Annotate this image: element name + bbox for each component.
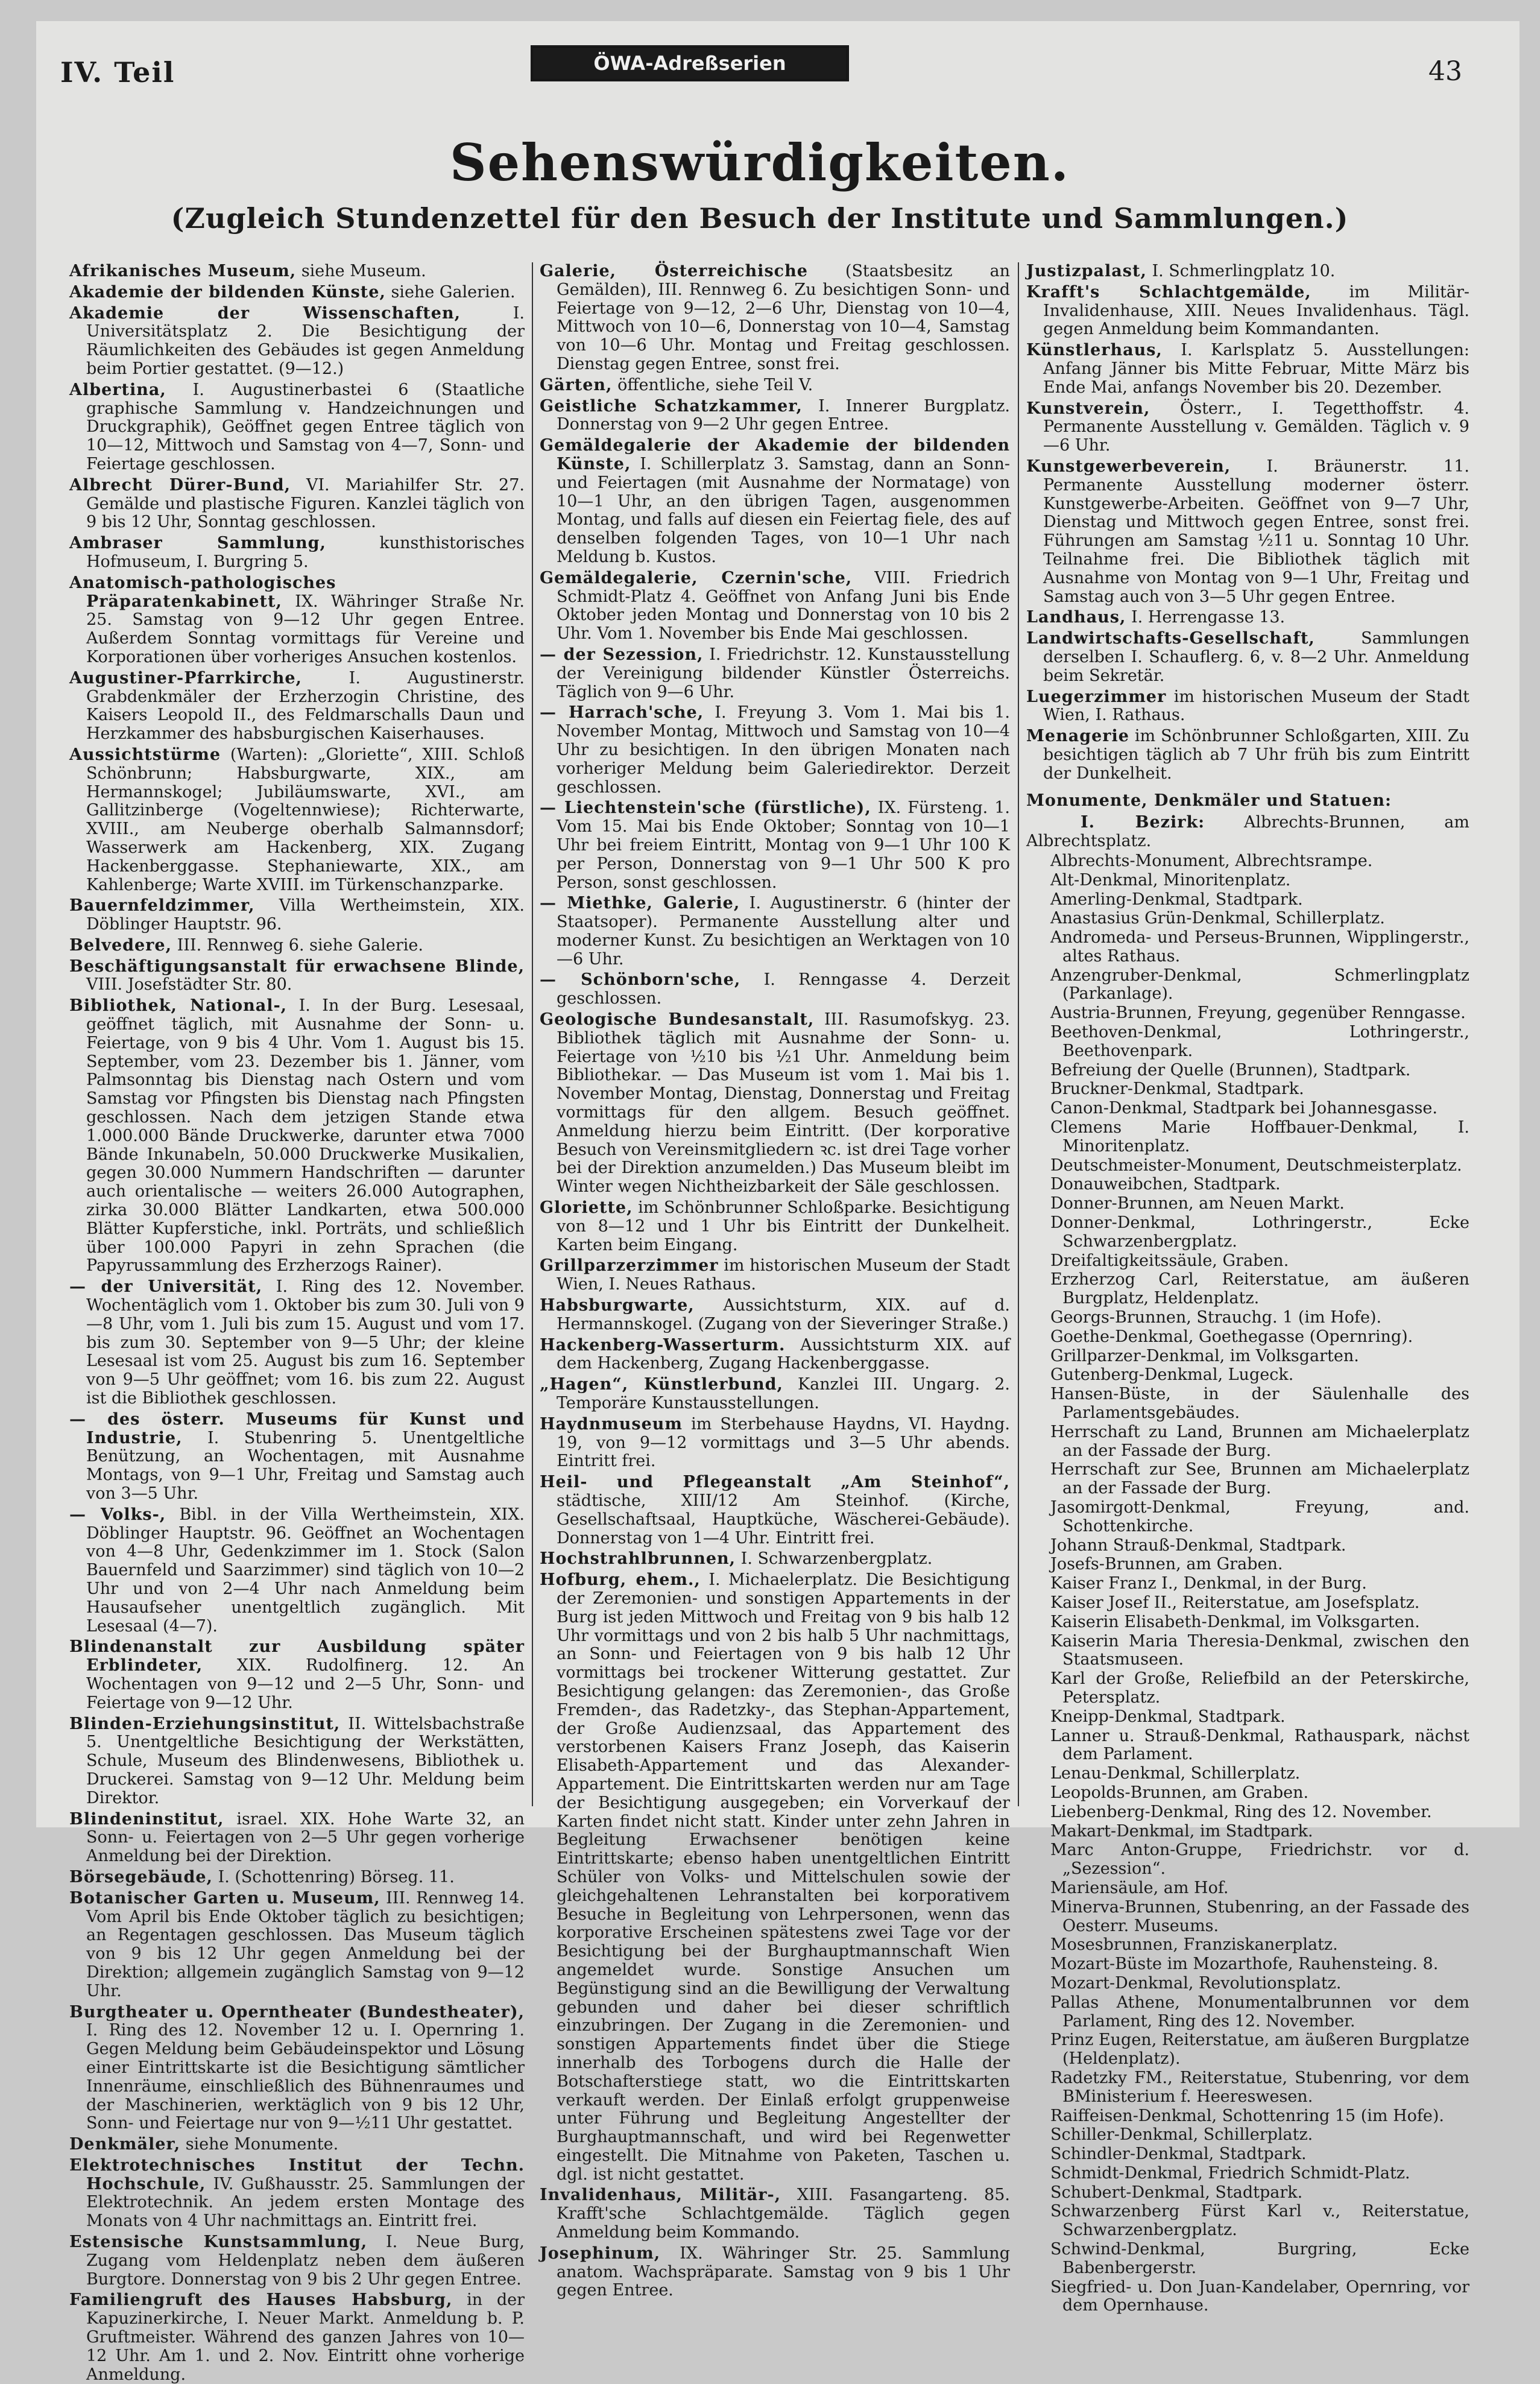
entry-heading: Beschäftigungsanstalt für erwachsene Blinde, (69, 956, 525, 976)
entry-heading: Habsburgwarte, (540, 1296, 695, 1315)
entry-heading: Kunstverein, (1026, 399, 1150, 418)
monument-item: Johann Strauß-Denkmal, Stadtpark. (1050, 1535, 1346, 1555)
monument-item: Dreifaltigkeitssäule, Graben. (1050, 1251, 1289, 1270)
page-number: 43 (1428, 56, 1462, 87)
directory-entry (540, 1376, 1010, 1413)
entry-heading: Landhaus, (1026, 608, 1126, 627)
monument-item: Schwind-Denkmal, Burgring, Ecke Babenbergerstr. (1050, 2240, 1469, 2277)
directory-entry (540, 799, 1010, 892)
entry-text: I. Karlsplatz 5. Ausstellungen: Anfang Jänner bis Mitte Februar, Mitte März bis Ende Mai, anfangs November bis 20. Dezember. (1043, 341, 1469, 397)
monument-item: Gutenberg-Denkmal, Lugeck. (1050, 1365, 1294, 1385)
entry-text: I. Ring des 12. November 12 u. I. Opernring 1. Gegen Meldung beim Gebäudeinspektor und Lösung einer Eintrittskarte ist die Besichtigung sämtlicher Innenräume, einschließlich des Bühnenraumes und der Maschinerien, werktäglich von 9 bis 12 Uhr, Sonn- und Feiertage nur von 9—½11 Uhr gestattet. (86, 2021, 525, 2133)
monument-item: Canon-Denkmal, Stadtpark bei Johannesgasse. (1050, 1099, 1437, 1118)
entry-text: Villa Wertheimstein, XIX. Döblinger Hauptstr. 96. (86, 896, 525, 934)
entry-heading: Krafft's Schlachtgemälde, (1026, 282, 1311, 302)
entry-heading: Geologische Bundesanstalt, (540, 1010, 815, 1029)
column-2 (540, 262, 1010, 2300)
monument-item: Kaiser Franz I., Denkmal, in der Burg. (1050, 1574, 1367, 1593)
entry-heading: — der Sezession, (540, 645, 704, 664)
monument-item: Mozart-Denkmal, Revolutionsplatz. (1050, 1973, 1342, 1993)
entry-text: im Sterbehause Haydns, VI. Haydng. 19, von 9—12 vormittags und 3—5 Uhr abends. Eintritt frei. (557, 1414, 1010, 1471)
bezirk-line (1026, 814, 1469, 851)
entry-heading: Künstlerhaus, (1026, 341, 1163, 360)
entry-heading: Börsegebäude, (69, 1867, 213, 1886)
entry-heading: Geistliche Schatzkammer, (540, 396, 803, 416)
directory-entry (1026, 727, 1469, 783)
section-label: IV. Teil (60, 56, 175, 89)
entry-text: städtische, XIII/12 Am Steinhof. (Kirche, Gesellschaftsaal, Hauptküche, Wäscherei-Gebäude). Donnerstag von 1—4 Uhr. Eintritt frei. (557, 1491, 1010, 1548)
entry-text: IX. Währinger Straße Nr. 25. Samstag von 9—12 Uhr gegen Entree. Außerdem Sonntag vormittags für Vereine und Korporationen über vorheriges Ansuchen kostenlos. (86, 592, 525, 666)
bezirk-first-item: Albrechts-Brunnen, am Albrechtsplatz. (1026, 813, 1469, 851)
entry-heading: Belvedere, (69, 935, 172, 955)
entry-text: kunsthistorisches Hofmuseum, I. Burgring 5. (86, 534, 525, 571)
entry-text: Kanzlei III. Ungarg. 2. Temporäre Kunstausstellungen. (557, 1375, 1010, 1413)
entry-heading: Blindenanstalt zur Ausbildung später Erblindeter, (69, 1637, 525, 1675)
directory-entry (540, 971, 1010, 1008)
entry-text: I. Schwarzenbergplatz. (740, 1549, 933, 1569)
entry-text: I. Schmerlingplatz 10. (1152, 262, 1336, 280)
monument-item: Donner-Denkmal, Lothringerstr., Ecke Schwarzenbergplatz. (1050, 1213, 1469, 1251)
monument-item: Raiffeisen-Denkmal, Schottenring 15 (im Hofe). (1050, 2106, 1445, 2125)
directory-entry (69, 746, 525, 894)
entry-heading: Grillparzerzimmer (540, 1256, 719, 1276)
entry-text: VI. Mariahilfer Str. 27. Gemälde und plastische Figuren. Kanzlei täglich von 9 bis 12 Uhr, Sonntag geschlossen. (86, 475, 525, 532)
directory-entry (540, 894, 1010, 969)
monument-item: Beethoven-Denkmal, Lothringerstr., Beethovenpark. (1050, 1023, 1469, 1060)
entry-heading: — Liechtenstein'sche (fürstliche), (540, 798, 871, 818)
entry-text: siehe Galerien. (391, 282, 516, 302)
monument-item: Schiller-Denkmal, Schillerplatz. (1050, 2125, 1313, 2145)
entry-heading: Josephinum, (540, 2243, 661, 2263)
entry-heading: Albertina, (69, 380, 166, 399)
entry-heading: Akademie der Wissenschaften, (69, 303, 461, 323)
monument-item: Bruckner-Denkmal, Stadtpark. (1050, 1080, 1304, 1099)
column-divider (532, 262, 533, 1806)
entry-text: im historischen Museum der Stadt Wien, I. Neues Rathaus. (557, 1256, 1010, 1294)
directory-entry (540, 569, 1010, 643)
entry-text: öffentliche, siehe Teil V. (617, 375, 813, 394)
directory-entry (69, 1638, 525, 1712)
entry-heading: Akademie der bildenden Künste, (69, 282, 386, 302)
directory-entry (69, 2157, 525, 2231)
entry-heading: Justizpalast, (1026, 262, 1147, 280)
entry-text: in der Kapuzinerkirche, I. Neuer Markt. Anmeldung b. P. Gruftmeister. Während des ganzen Jahres von 10—12 Uhr. Am 1. und 2. Nov. Eintritt ohne vorherige Anmeldung. (86, 2291, 525, 2384)
directory-entry (69, 283, 525, 302)
directory-entry (69, 1411, 525, 1503)
entry-heading: Blindeninstitut, (69, 1809, 224, 1829)
monument-item: Mariensäule, am Hof. (1050, 1878, 1229, 1897)
entry-text: (Staatsbesitz an Gemälden), III. Rennweg 6. Zu besichtigen Sonn- und Feiertage von 9—12, 2—6 Uhr, Dienstag von 10—4, Mittwoch von 10—6, Donnerstag von 10—4, Samstag von 10—6 Uhr. Montag und Freitag geschlossen. Dienstag gegen Entree, sonst frei. (557, 262, 1010, 373)
monument-item: Clemens Marie Hoffbauer-Denkmal, I. Minoritenplatz. (1050, 1118, 1469, 1156)
entry-heading: Augustiner-Pfarrkirche, (69, 668, 302, 688)
entry-heading: Hochstrahlbrunnen, (540, 1549, 736, 1569)
directory-entry (540, 1473, 1010, 1548)
monument-item: Anzengruber-Denkmal, Schmerlingplatz (Parkanlage). (1050, 966, 1469, 1004)
page-title: Sehenswürdigkeiten. (449, 133, 1070, 192)
entry-text: II. Wittelsbachstraße 5. Unentgeltliche Besichtigung der Werkstätten, Schule, Museum des Blindenwesens, Bibliothek u. Druckerei. Samstag von 9—12 Uhr. Meldung beim Direktor. (86, 1714, 525, 1807)
entry-heading: Blinden-Erziehungsinstitut, (69, 1714, 341, 1733)
entry-heading: Haydnmuseum (540, 1414, 683, 1434)
monumente-heading: Monumente, Denkmäler und Statuen: (1026, 791, 1392, 810)
directory-entry (1026, 341, 1469, 397)
directory-entry (1026, 262, 1469, 281)
column-3 (1026, 262, 1469, 2315)
monument-item: Schmidt-Denkmal, Friedrich Schmidt-Platz. (1050, 2163, 1410, 2183)
directory-entry (69, 534, 525, 572)
entry-heading: Heil- und Pflegeanstalt „Am Steinhof“, (540, 1473, 1010, 1492)
entry-heading: Elektrotechnisches Institut der Techn. Hochschule, (69, 2155, 525, 2193)
entry-heading: Gemäldegalerie, Czernin'sche, (540, 568, 853, 587)
directory-entry (540, 2245, 1010, 2300)
monument-item: Alt-Denkmal, Minoritenplatz. (1050, 870, 1291, 890)
entry-heading: — Harrach'sche, (540, 703, 704, 722)
monument-item: Leopolds-Brunnen, am Graben. (1050, 1783, 1309, 1802)
page-subtitle: (Zugleich Stundenzettel für den Besuch der Institute und Sammlungen.) (171, 202, 1349, 235)
monument-item: Goethe-Denkmal, Goethegasse (Opernring). (1050, 1327, 1413, 1346)
monument-item: Erzherzog Carl, Reiterstatue, am äußeren Burgplatz, Heldenplatz. (1050, 1270, 1469, 1308)
entry-text: I. Neue Burg, Zugang vom Heldenplatz neben dem äußeren Burgtore. Donnerstag von 9 bis 2 Uhr gegen Entree. (86, 2233, 525, 2289)
monument-item: Anastasius Grün-Denkmal, Schillerplatz. (1050, 909, 1385, 928)
directory-entry (540, 397, 1010, 435)
bezirk-label: I. Bezirk: (1081, 813, 1205, 832)
directory-entry (1026, 458, 1469, 606)
entry-heading: Hackenberg-Wasserturm. (540, 1335, 786, 1355)
directory-entry (1026, 688, 1469, 726)
entry-text: I. Innerer Burgplatz. Donnerstag von 9—2 Uhr gegen Entree. (557, 396, 1010, 434)
entry-heading: Bibliothek, National-, (69, 996, 288, 1016)
directory-entry (69, 262, 525, 281)
directory-entry (540, 704, 1010, 797)
monument-item: Grillparzer-Denkmal, im Volksgarten. (1050, 1346, 1359, 1365)
monument-item: Befreiung der Quelle (Brunnen), Stadtpark. (1050, 1060, 1411, 1080)
entry-text: I. Freyung 3. Vom 1. Mai bis 1. November Montag, Mittwoch und Samstag von 10—4 Uhr zu besichtigen. In den übrigen Monaten nach vorheriger Meldung beim Galeriedirektor. Derzeit geschlossen. (557, 703, 1010, 797)
entry-text: XIII. Fasangarteng. 85. Krafft'sche Schlachtgemälde. Täglich gegen Anmeldung beim Kommando. (557, 2186, 1010, 2242)
entry-heading: Burgtheater u. Operntheater (Bundestheater), (69, 2002, 525, 2022)
monument-item: Makart-Denkmal, im Stadtpark. (1050, 1821, 1313, 1841)
entry-text: I. Ring des 12. November. Wochentäglich vom 1. Oktober bis zum 30. Juli von 9—8 Uhr, vom 1. Juli bis zum 15. August und vom 17. bis zum 30. September von 9—5 Uhr; der kleine Lesesaal ist vom 25. August bis zum 16. September von 9—5 Uhr geöffnet; vom 16. bis zum 22. August ist die Bibliothek geschlossen. (86, 1277, 525, 1408)
directory-entry (69, 381, 525, 474)
entry-text: III. Rennweg 6. siehe Galerie. (177, 935, 423, 955)
monument-item: Karl der Große, Reliefbild an der Peterskirche, Petersplatz. (1050, 1669, 1469, 1707)
entry-heading: Bauernfeldzimmer, (69, 896, 255, 915)
entry-text: I. Universitätsplatz 2. Die Besichtigung der Räumlichkeiten des Gebäudes ist gegen Anmeldung beim Portier gestattet. (9—12.) (86, 303, 525, 378)
entry-text: I. Augustinerbastei 6 (Staatliche graphische Sammlung v. Handzeichnungen und Druckgraphik), Geöffnet gegen Entree täglich von 10—12, Mittwoch und Samstag von 4—7, Sonn- und Feiertage geschlossen. (86, 380, 525, 473)
directory-entry (69, 1506, 525, 1636)
entry-heading: „Hagen“, Künstlerbund, (540, 1375, 783, 1394)
entry-heading: Gloriette, (540, 1198, 633, 1218)
monument-item: Amerling-Denkmal, Stadtpark. (1050, 890, 1303, 909)
entry-heading: Hofburg, ehem., (540, 1570, 701, 1590)
monument-item: Kaiserin Elisabeth-Denkmal, im Volksgarten. (1050, 1612, 1420, 1631)
entry-text: I. Schillerplatz 3. Samstag, dann an Sonn- und Feiertagen (mit Ausnahme der Normatage) von 10—1 Uhr, an den übrigen Tagen, ausgenommen Montag, und falls auf diesen ein Feiertag fiele, des auf denselben folgenden Tages, von 10—1 Uhr nach Meldung b. Kustos. (557, 454, 1010, 566)
directory-entry (540, 1550, 1010, 1569)
directory-entry (69, 476, 525, 532)
directory-entry (540, 1199, 1010, 1254)
entry-text: im Schönbrunner Schloßparke. Besichtigung von 8—12 und 1 Uhr bis Eintritt der Dunkelheit. Karten beim Eingang. (557, 1198, 1010, 1254)
monument-item: Kneipp-Denkmal, Stadtpark. (1050, 1707, 1286, 1726)
entry-text: I. Renngasse 4. Derzeit geschlossen. (557, 970, 1010, 1008)
monument-item: Deutschmeister-Monument, Deutschmeisterplatz. (1050, 1156, 1462, 1175)
monument-item: Siegfried- u. Don Juan-Kandelaber, Opernring, vor dem Opernhause. (1050, 2277, 1469, 2315)
directory-entry (69, 897, 525, 934)
entry-heading: Menagerie (1026, 727, 1129, 746)
entry-text: im historischen Museum der Stadt Wien, I. Rathaus. (1043, 687, 1469, 725)
directory-entry (1026, 400, 1469, 455)
entry-text: Aussichtsturm, XIX. auf d. Hermannskogel. (Zugang von der Sieveringer Straße.) (557, 1296, 1010, 1333)
entry-heading: Anatomisch-pathologisches Präparatenkabinett, (69, 573, 336, 611)
monument-item: Hansen-Büste, in der Säulenhalle des Parlamentsgebäudes. (1050, 1385, 1469, 1423)
entry-text: XIX. Rudolfinerg. 12. An Wochentagen von 9—12 und 2—5 Uhr, Sonn- und Feiertage von 9—12 Uhr. (86, 1656, 525, 1712)
entry-text: III. Rasumofskyg. 23. Bibliothek täglich mit Ausnahme der Sonn- u. Feiertage von ½10 bis ½1 Uhr. Anmeldung beim Bibliothekar. — Das Museum ist vom 1. Mai bis 1. November Montag, Dienstag, Donnerstag und Freitag vormittags für den allgem. Besuch geöffnet. Anmeldung hierzu beim Eintritt. (Der korporative Besuch von Vereinsmitgliedern ꝛc. ist drei Tage vorher bei der Direktion anzumelden.) Das Museum bleibt im Winter wegen Nichtheizbarkeit der Säle geschlossen. (557, 1010, 1010, 1197)
entry-heading: — Schönborn'sche, (540, 970, 741, 990)
directory-entry (540, 646, 1010, 701)
directory-entry (69, 574, 525, 667)
monument-item: Marc Anton-Gruppe, Friedrichstr. vor d. „Sezession“. (1050, 1841, 1469, 1879)
monument-item: Herrschaft zu Land, Brunnen am Michaelerplatz an der Fassade der Burg. (1050, 1422, 1469, 1460)
entry-heading: Afrikanisches Museum, (69, 262, 297, 280)
monument-item: Albrechts-Monument, Albrechtsrampe. (1050, 851, 1373, 870)
directory-entry (69, 1715, 525, 1808)
entry-text: IX. Währinger Str. 25. Sammlung anatom. Wachspräparate. Samstag von 9 bis 1 Uhr gegen Entree. (557, 2243, 1010, 2300)
entry-heading: Gärten, (540, 375, 613, 394)
entry-heading: Luegerzimmer (1026, 687, 1167, 706)
directory-entry (69, 1889, 525, 2001)
directory-entry (540, 262, 1010, 374)
entry-text: I. Michaelerplatz. Die Besichtigung der Zeremonien- und sonstigen Appartements in der Burg ist jeden Mittwoch und Freitag von 9 bis halb 12 Uhr vormittags und von 2 bis halb 5 Uhr nachmittags, an Sonn- und Feiertagen von 9 bis halb 12 Uhr vormittags bei trockener Witterung gestattet. Zur Besichtigung gelangen: das Zeremonien-, das Große Fremden-, das Radetzky-, das Stephan-Appartement, der Große Audienzsaal, das Appartement des verstorbenen Kaisers Franz Joseph, das Kaiserin Elisabeth-Appartement und das Alexander-Appartement. Die Eintrittskarten werden nur am Tage der Besichtigung ausgegeben; ein Vorverkauf der Karten findet nicht statt. Kinder unter zehn Jahren in Begleitung Erwachsener benötigen keine Eintrittskarte; ebenso haben unentgeltlichen Eintritt Schüler von Volks- und Mittelschulen sowie der gleichgehaltenen Lehranstalten bei korporativem Besuche in Begleitung von Lehrpersonen, wenn das korporative Erscheinen spätestens zwei Tage vor der Besichtigung bei der Burghauptmannschaft Wien angemeldet wurde. Sonstige Ansuchen um Begünstigung sind an die Bewilligung der Verwaltung gebunden und daher bei dieser schriftlich einzubringen. Der Zugang in die Zeremonien- und sonstigen Appartements findet über die Stiege innerhalb des Torbogens durch die Halle der Botschafterstiege statt, wo die Eintrittskarten verkauft werden. Der Einlaß erfolgt gruppenweise unter Führung und Begleitung Angestellter der Burghauptmannschaft, und wird bei Regenwetter eingestellt. Die Mitnahme von Paketen, Taschen u. dgl. ist nicht gestattet. (557, 1570, 1010, 2184)
directory-entry (69, 305, 525, 379)
entry-heading: Denkmäler, (69, 2135, 181, 2154)
entry-text: Österr., I. Tegetthoffstr. 4. Permanente Ausstellung v. Gemälden. Täglich v. 9—6 Uhr. (1043, 399, 1469, 455)
entry-heading: — der Universität, (69, 1277, 263, 1297)
column-1 (69, 262, 525, 2384)
directory-entry (69, 2136, 525, 2154)
column-divider (1018, 262, 1019, 1806)
directory-entry (69, 2291, 525, 2384)
entry-text: VIII. Friedrich Schmidt-Platz 4. Geöffnet von Anfang Juni bis Ende Oktober jeden Montag und Donnerstag von 10 bis 2 Uhr. Vom 1. November bis Ende Mai geschlossen. (557, 568, 1010, 643)
directory-entry (1026, 630, 1469, 685)
entry-text: I. Stubenring 5. Unentgeltliche Benützung, an Wochentagen, mit Ausnahme Montags, von 9—1 Uhr, Freitag und Samstag auch von 3—5 Uhr. (86, 1428, 525, 1503)
entry-heading: Landwirtschafts-Gesellschaft, (1026, 629, 1315, 648)
directory-entry (69, 2233, 525, 2289)
monument-item: Andromeda- und Perseus-Brunnen, Wipplingerstr., altes Rathaus. (1050, 928, 1469, 966)
directory-entry (540, 437, 1010, 567)
entry-heading: Albrecht Dürer-Bund, (69, 475, 291, 495)
directory-entry (69, 997, 525, 1276)
entry-text: israel. XIX. Hohe Warte 32, an Sonn- u. Feiertagen von 2—5 Uhr gegen vorherige Anmeldung bei der Direktion. (86, 1809, 525, 1866)
directory-entry (69, 958, 525, 995)
monument-item: Donauweibchen, Stadtpark. (1050, 1175, 1281, 1194)
entry-heading: Aussichtstürme (69, 745, 221, 764)
entry-text: Aussichtsturm XIX. auf dem Hackenberg, Zugang Hackenberggasse. (557, 1335, 1010, 1373)
directory-entry (540, 1011, 1010, 1197)
entry-text: siehe Monumente. (185, 2135, 339, 2154)
directory-entry (69, 2003, 525, 2134)
entry-text: I. Herrengasse 13. (1131, 608, 1286, 627)
entry-text: I. Friedrichstr. 12. Kunstausstellung der Vereinigung bildender Künstler Österreichs. Täglich von 9—6 Uhr. (557, 645, 1010, 701)
monument-item: Prinz Eugen, Reiterstatue, am äußeren Burgplatze (Heldenplatz). (1050, 2031, 1469, 2069)
entry-heading: Kunstgewerbeverein, (1026, 457, 1231, 476)
directory-entry (69, 1810, 525, 1866)
entry-heading: — des österr. Museums für Kunst und Industrie, (69, 1409, 525, 1447)
monument-item: Herrschaft zur See, Brunnen am Michaelerplatz an der Fassade der Burg. (1050, 1460, 1469, 1498)
entry-heading: Gemäldegalerie der Akademie der bildenden Künste, (540, 436, 1010, 473)
monument-item: Josefs-Brunnen, am Graben. (1050, 1555, 1283, 1574)
monument-item: Jasomirgott-Denkmal, Freyung, and. Schottenkirche. (1050, 1498, 1469, 1535)
monument-item: Austria-Brunnen, Freyung, gegenüber Renngasse. (1050, 1004, 1466, 1023)
entry-text: siehe Museum. (301, 262, 426, 280)
entry-heading: Ambraser Sammlung, (69, 534, 326, 553)
entry-heading: Familiengruft des Hauses Habsburg, (69, 2291, 453, 2310)
monument-item: Mosesbrunnen, Franziskanerplatz. (1050, 1935, 1338, 1955)
entry-heading: Botanischer Garten u. Museum, (69, 1888, 380, 1908)
entry-heading: Estensische Kunstsammlung, (69, 2233, 368, 2252)
directory-entry (1026, 609, 1469, 627)
series-banner: ÖWA-Adreßserien (531, 45, 849, 81)
entry-text: III. Rennweg 14. Vom April bis Ende Oktober täglich zu besichtigen; an Regentagen geschlossen. Das Museum täglich von 9 bis 12 Uhr gegen Anmeldung bei der Direktion; allgemein zugänglich Samstag von 9—12 Uhr. (86, 1888, 525, 2000)
monument-item: Radetzky FM., Reiterstatue, Stubenring, vor dem BMinisterium f. Heereswesen. (1050, 2068, 1469, 2106)
directory-entry (540, 2186, 1010, 2242)
entry-text: im Schönbrunner Schloßgarten, XIII. Zu besichtigen täglich ab 7 Uhr früh bis zum Eintritt der Dunkelheit. (1043, 727, 1469, 783)
directory-entry (540, 1297, 1010, 1334)
directory-entry (69, 669, 525, 744)
directory-entry (69, 1278, 525, 1408)
entry-heading: Invalidenhaus, Militär-, (540, 2186, 781, 2205)
entry-text: I. Augustinerstr. Grabdenkmäler der Erzherzogin Christine, des Kaisers Leopold II., des Feldmarschalls Daun und Herzkammer des habsburgischen Kaiserhauses. (86, 668, 525, 744)
monument-item: Lenau-Denkmal, Schillerplatz. (1050, 1764, 1301, 1783)
monument-item: Mozart-Büste im Mozarthofe, Rauhensteing. 8. (1050, 1955, 1439, 1974)
entry-text: im Militär-Invalidenhause, XIII. Neues Invalidenhaus. Tägl. gegen Anmeldung beim Kommandanten. (1043, 282, 1469, 339)
monument-item: Georgs-Brunnen, Strauchg. 1 (im Hofe). (1050, 1308, 1382, 1327)
entry-heading: Galerie, Österreichische (540, 262, 808, 280)
monument-item: Minerva-Brunnen, Stubenring, an der Fassade des Oesterr. Museums. (1050, 1897, 1469, 1935)
entry-text: I. In der Burg. Lesesaal, geöffnet täglich, mit Ausnahme der Sonn- u. Feiertage, von 9 bis 4 Uhr. Vom 1. August bis 15. September, vom 23. Dezember bis 1. Jänner, vom Palmsonntag bis Dienstag nach Ostern und vom Samstag vor Pfingsten bis Dienstag nach Pfingsten geschlossen. Nach dem jetzigen Stande etwa 1.000.000 Bände Druckwerke, darunter etwa 7000 Bände Inkunabeln, 50.000 Druckwerke Musikalien, gegen 30.000 Nummern Handschriften — darunter auch orientalische — weiters 26.000 Autographen, zirka 30.000 Blätter Landkarten, etwa 500.000 Blätter Kupferstiche, inkl. Porträts, und schließlich über 100.000 Papyri in zehn Sprachen (die Papyrussammlung des Erzherzogs Rainer). (86, 996, 525, 1276)
entry-text: IV. Gußhausstr. 25. Sammlungen der Elektrotechnik. An jedem ersten Montage des Monats von 4 Uhr nachmittags an. Eintritt frei. (86, 2174, 525, 2231)
monument-item: Liebenberg-Denkmal, Ring des 12. November. (1050, 1802, 1432, 1821)
entry-heading: — Volks-, (69, 1505, 166, 1524)
entry-text: Sammlungen derselben I. Schauflerg. 6, v. 8—2 Uhr. Anmeldung beim Sekretär. (1043, 629, 1469, 685)
monument-item: Schubert-Denkmal, Stadtpark. (1050, 2183, 1303, 2202)
entry-text: I. Augustinerstr. 6 (hinter der Staatsoper). Permanente Ausstellung alter und moderner Kunst. Zu besichtigen an Werktagen von 10—6 Uhr. (557, 894, 1010, 969)
directory-entry (540, 376, 1010, 395)
entry-text: I. (Schottenring) Börseg. 11. (218, 1867, 455, 1886)
newspaper-page (36, 21, 1519, 2384)
monument-item: Donner-Brunnen, am Neuen Markt. (1050, 1194, 1345, 1213)
monument-item: Pallas Athene, Monumentalbrunnen vor dem Parlament, Ring des 12. November. (1050, 1993, 1469, 2031)
directory-entry (540, 1336, 1010, 1374)
entry-text: Bibl. in der Villa Wertheimstein, XIX. Döblinger Hauptstr. 96. Geöffnet an Wochentagen von 4—8 Uhr, Gedenkzimmer im 1. Stock (Salon Bauernfeld und Saarzimmer) sind täglich von 10—2 Uhr und von 2—4 Uhr nach Anmeldung beim Hausaufseher unentgeltlich zugänglich. Mit Lesesaal (4—7). (86, 1505, 525, 1636)
entry-text: IX. Fürsteng. 1. Vom 15. Mai bis Ende Oktober; Sonntag von 10—1 Uhr bei freiem Eintritt, Montag von 9—1 Uhr 100 K per Person, Donnerstag von 9—1 Uhr 500 K pro Person, sonst geschlossen. (557, 798, 1010, 892)
entry-heading: — Miethke, Galerie, (540, 894, 740, 913)
monument-item: Schindler-Denkmal, Stadtpark. (1050, 2145, 1307, 2164)
monument-item: Lanner u. Strauß-Denkmal, Rathauspark, nächst dem Parlament. (1050, 1726, 1469, 1764)
entry-text: I. Bräunerstr. 11. Permanente Ausstellung moderner österr. Kunstgewerbe-Arbeiten. Geöffnet von 9—7 Uhr, Dienstag und Mittwoch gegen Entree, sonst frei. Führungen am Samstag ½11 u. Sonntag 10 Uhr. Teilnahme frei. Die Bibliothek täglich mit Ausnahme von Montag von 9—1 Uhr, Freitag und Samstag auch von 3—5 Uhr gegen Entree. (1043, 457, 1469, 606)
directory-entry (540, 1415, 1010, 1471)
directory-entry (69, 937, 525, 955)
entry-text: (Warten): „Gloriette“, XIII. Schloß Schönbrunn; Habsburgwarte, XIX., am Hermannskogel; Jubiläumswarte, XVI., am Gallitzinberge (Vogeltennwiese); Richterwarte, XVIII., am Neuberge oberhalb Salmannsdorf; Wasserwerk am Hackenberg, XIX. Zugang Hackenberggasse. Stephaniewarte, XIX., am Kahlenberge; Warte XVIII. im Türkenschanzparke. (86, 745, 525, 894)
directory-entry (540, 1571, 1010, 2184)
directory-entry (540, 1257, 1010, 1294)
entry-text: VIII. Josefstädter Str. 80. (86, 975, 292, 994)
monument-item: Kaiser Josef II., Reiterstatue, am Josefsplatz. (1050, 1593, 1420, 1612)
directory-entry (69, 1868, 525, 1887)
directory-entry (1026, 283, 1469, 339)
monument-item: Schwarzenberg Fürst Karl v., Reiterstatue, Schwarzenbergplatz. (1050, 2202, 1469, 2240)
monument-item: Kaiserin Maria Theresia-Denkmal, zwischen den Staatsmuseen. (1050, 1631, 1469, 1669)
